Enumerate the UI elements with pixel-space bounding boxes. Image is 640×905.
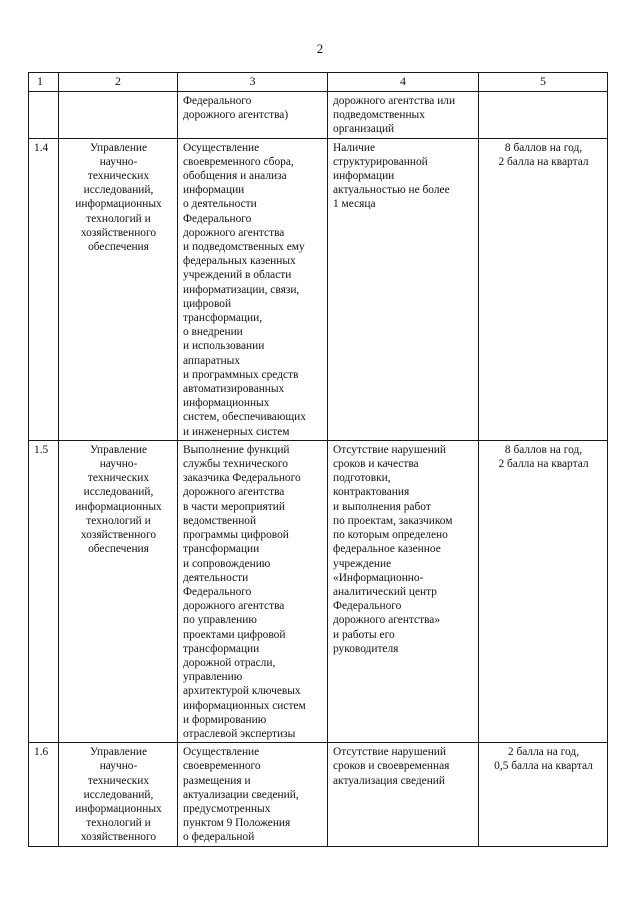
text-line: трансформации,	[183, 312, 263, 325]
cell-num: 1.5	[29, 440, 59, 742]
text-line: Выполнение функций	[183, 443, 290, 456]
text-line: Федерального	[333, 600, 402, 613]
text-line: Осуществление	[183, 746, 260, 759]
text-line: информационных	[75, 500, 162, 513]
cell-criterion	[328, 440, 479, 742]
header-col-1: 1	[29, 73, 59, 92]
text-line: сроков и качества	[333, 458, 419, 471]
cell-criterion	[328, 138, 479, 440]
text-line: технических	[87, 774, 150, 787]
text-line: контрактования	[333, 486, 410, 499]
text-line: сроков и своевременная	[333, 760, 450, 773]
text-line: 2 балла на квартал	[498, 155, 589, 168]
text-line: управлению	[183, 671, 243, 684]
text-line: размещения и	[183, 774, 251, 787]
text-line: исследований,	[83, 486, 154, 499]
cell-unit	[59, 92, 178, 139]
header-col-5: 5	[479, 73, 608, 92]
text-line: дорожной отрасли,	[183, 656, 276, 669]
text-line: трансформации	[183, 642, 260, 655]
text-line: 2 балла на квартал	[498, 458, 589, 471]
text-line: Отсутствие нарушений	[333, 746, 446, 759]
text-line: в части мероприятий	[183, 500, 285, 513]
text-line: и программных средств	[183, 368, 299, 381]
text-line: учреждений в области	[183, 269, 292, 282]
text-line: о федеральной	[183, 831, 255, 844]
text-line: 2 балла на год,	[507, 746, 580, 759]
text-line: и сопровождению	[183, 557, 271, 570]
text-line: по проектам, заказчиком	[333, 514, 453, 527]
text-line: по управлению	[183, 614, 257, 627]
text-line: Наличие	[333, 141, 376, 154]
cell-unit	[59, 743, 178, 846]
text-line: и подведомственных ему	[183, 241, 305, 254]
text-line: дорожного агентства	[183, 600, 285, 613]
text-line: по которым определено	[333, 529, 448, 542]
text-line: подведомственных	[333, 109, 425, 122]
text-line: и работы его	[333, 628, 395, 641]
text-line: научно-	[99, 760, 138, 773]
cell-unit	[59, 138, 178, 440]
text-line: службы технического	[183, 458, 288, 471]
text-line: 0,5 балла на квартал	[494, 760, 593, 773]
text-line: программы цифровой	[183, 529, 289, 542]
table-row	[29, 138, 608, 440]
cell-num: 1.6	[29, 743, 59, 846]
cell-activity	[178, 743, 328, 846]
text-line: технических	[87, 170, 150, 183]
text-line: пунктом 9 Положения	[183, 817, 291, 830]
text-line: информационных	[75, 802, 162, 815]
text-line: актуализации сведений,	[183, 788, 299, 801]
text-line: учреждение	[333, 557, 392, 570]
header-col-4: 4	[328, 73, 479, 92]
text-line: аналитический центр	[333, 585, 437, 598]
text-line: цифровой	[183, 297, 232, 310]
text-line: технологий и	[86, 514, 151, 527]
cell-score	[479, 440, 608, 742]
cell-activity	[178, 92, 328, 139]
text-line: хозяйственного	[80, 529, 157, 542]
text-line: Осуществление	[183, 141, 260, 154]
text-line: и использовании	[183, 340, 265, 353]
text-line: Отсутствие нарушений	[333, 443, 446, 456]
header-row	[29, 73, 608, 92]
text-line: и формированию	[183, 713, 267, 726]
text-line: информации	[333, 170, 395, 183]
text-line: Федерального	[183, 212, 252, 225]
text-line: обеспечения	[88, 543, 149, 556]
text-line: информации	[183, 184, 245, 197]
page-number: 2	[316, 41, 324, 56]
text-line: Федерального	[183, 585, 252, 598]
text-line: хозяйственного	[80, 226, 157, 239]
text-line: о внедрении	[183, 326, 243, 339]
text-line: предусмотренных	[183, 802, 271, 815]
text-line: ведомственной	[183, 514, 257, 527]
text-line: информационных	[183, 397, 270, 410]
cell-score	[479, 743, 608, 846]
text-line: федеральное казенное	[333, 543, 441, 556]
text-line: организаций	[333, 123, 395, 136]
text-line: и инженерных систем	[183, 425, 290, 438]
text-line: проектами цифровой	[183, 628, 286, 641]
table-row	[29, 440, 608, 742]
text-line: дорожного агентства»	[333, 614, 441, 627]
text-line: Управление	[89, 141, 148, 154]
text-line: технических	[87, 472, 150, 485]
text-line: автоматизированных	[183, 383, 285, 396]
header-col-3: 3	[178, 73, 328, 92]
text-line: технологий и	[86, 817, 151, 830]
text-line: отраслевой экспертизы	[183, 727, 296, 740]
text-line: дорожного агентства или	[333, 95, 456, 107]
text-line: о деятельности	[183, 198, 257, 211]
criteria-table	[28, 72, 608, 847]
text-line: 8 баллов на год,	[504, 443, 583, 456]
text-line: федеральных казенных	[183, 255, 296, 268]
text-line: научно-	[99, 155, 138, 168]
cell-activity	[178, 440, 328, 742]
text-line: 1 месяца	[333, 198, 376, 211]
text-line: Федерального	[183, 95, 252, 107]
cell-activity	[178, 138, 328, 440]
table-row	[29, 743, 608, 846]
cell-criterion	[328, 743, 479, 846]
text-line: Управление	[89, 746, 148, 759]
text-line: актуализация сведений	[333, 774, 445, 787]
text-line: информатизации, связи,	[183, 283, 300, 296]
text-line: своевременного сбора,	[183, 155, 294, 168]
text-line: информационных систем	[183, 699, 306, 712]
continuation-row	[29, 92, 608, 139]
text-line: подготовки,	[333, 472, 391, 485]
text-line: технологий и	[86, 212, 151, 225]
text-line: обобщения и анализа	[183, 170, 287, 183]
text-line: руководителя	[333, 642, 399, 655]
text-line: хозяйственного	[80, 831, 157, 844]
cell-unit	[59, 440, 178, 742]
text-line: обеспечения	[88, 241, 149, 254]
cell-num	[29, 92, 59, 139]
text-line: информационных	[75, 198, 162, 211]
text-line: исследований,	[83, 184, 154, 197]
text-line: систем, обеспечивающих	[183, 411, 306, 424]
text-line: исследований,	[83, 788, 154, 801]
text-line: дорожного агентства	[183, 486, 285, 499]
cell-criterion	[328, 92, 479, 139]
header-col-2: 2	[59, 73, 178, 92]
text-line: аппаратных	[183, 354, 241, 367]
text-line: заказчика Федерального	[183, 472, 301, 485]
text-line: Управление	[89, 443, 148, 456]
text-line: «Информационно-	[333, 571, 424, 584]
text-line: 8 баллов на год,	[504, 141, 583, 154]
text-line: научно-	[99, 458, 138, 471]
text-line: дорожного агентства	[183, 226, 285, 239]
text-line: и выполнения работ	[333, 500, 431, 513]
text-line: актуальностью не более	[333, 184, 450, 197]
cell-num: 1.4	[29, 138, 59, 440]
text-line: деятельности	[183, 571, 249, 584]
text-line: трансформации	[183, 543, 260, 556]
text-line: дорожного агентства)	[183, 109, 289, 122]
text-line: архитектурой ключевых	[183, 685, 301, 698]
text-line: своевременного	[183, 760, 261, 773]
text-line: структурированной	[333, 155, 428, 168]
cell-score	[479, 138, 608, 440]
cell-score	[479, 92, 608, 139]
